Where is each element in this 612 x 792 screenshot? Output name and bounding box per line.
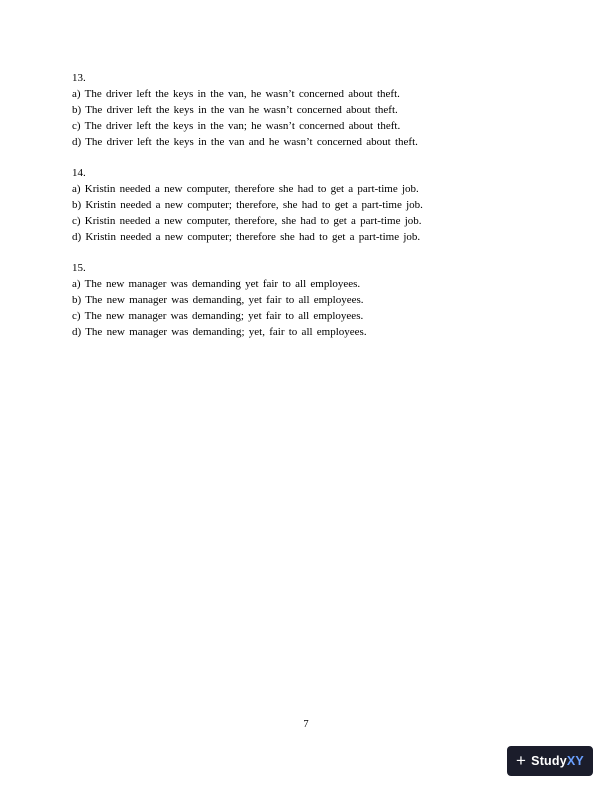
page-number: 7	[303, 719, 309, 730]
option-d: d) The driver left the keys in the van and he wasn’t concerned about theft.	[72, 136, 418, 148]
option-d: d) Kristin needed a new computer; therefore she had to get a part-time job.	[72, 231, 421, 243]
option-c: c) The new manager was demanding; yet fair to all employees.	[72, 310, 364, 322]
question-number: 15.	[72, 262, 86, 274]
studyxy-badge[interactable]	[507, 746, 593, 776]
question-number: 13.	[72, 72, 86, 84]
badge-brand	[531, 754, 584, 768]
option-b: b) Kristin needed a new computer; therefore, she had to get a part-time job.	[72, 199, 423, 211]
option-c: c) The driver left the keys in the van; he wasn’t concerned about theft.	[72, 120, 401, 132]
option-b: b) The new manager was demanding, yet fair to all employees.	[72, 294, 364, 306]
question-list	[72, 70, 552, 355]
option-d: d) The new manager was demanding; yet, fair to all employees.	[72, 326, 367, 338]
question-13	[72, 70, 552, 150]
option-a: a) The new manager was demanding yet fair to all employees.	[72, 278, 361, 290]
question-14	[72, 165, 552, 245]
question-15	[72, 260, 552, 340]
option-a: a) The driver left the keys in the van, he wasn’t concerned about theft.	[72, 88, 400, 100]
badge-brand-accent: XY	[566, 754, 584, 768]
badge-brand-main: Study	[531, 754, 567, 768]
option-c: c) Kristin needed a new computer, therefore, she had to get a part-time job.	[72, 215, 422, 227]
question-number: 14.	[72, 167, 86, 179]
option-b: b) The driver left the keys in the van he wasn’t concerned about theft.	[72, 104, 398, 116]
plus-icon: +	[516, 750, 527, 770]
option-a: a) Kristin needed a new computer, therefore she had to get a part-time job.	[72, 183, 419, 195]
